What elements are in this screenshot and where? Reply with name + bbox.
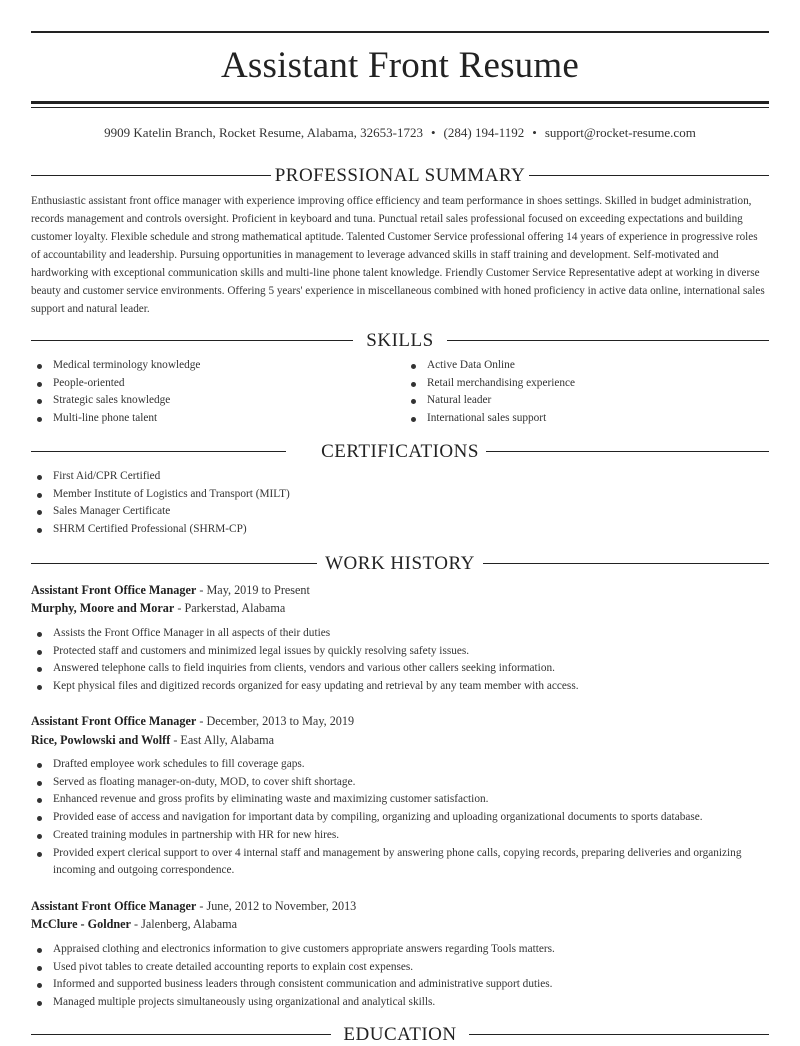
job-employer xyxy=(31,599,769,617)
certifications-list xyxy=(31,468,769,539)
skill-item: Medical terminology knowledge xyxy=(31,357,391,375)
job-location: - East Ally, Alabama xyxy=(170,733,275,747)
resume-title: Assistant Front Resume xyxy=(221,45,579,86)
duty-item: Served as floating manager-on-duty, MOD, to cover shift shortage. xyxy=(31,774,769,792)
skill-item: International sales support xyxy=(405,410,765,428)
skills-heading xyxy=(31,330,769,352)
certification-item: First Aid/CPR Certified xyxy=(31,468,769,486)
job-duties-list xyxy=(31,941,769,1012)
job-dates: - June, 2012 to November, 2013 xyxy=(196,899,357,913)
duty-item: Answered telephone calls to field inquiries from clients, vendors and various other callers seeking information. xyxy=(31,660,769,678)
duty-item: Drafted employee work schedules to fill coverage gaps. xyxy=(31,756,769,774)
job-employer xyxy=(31,731,769,749)
summary-text: Enthusiastic assistant front office manager with experience improving office efficiency and team performance in shoes settings. Skilled in budget administration, records management and controls oversight. Proficient in keyboard and tuna. Punctual retail sales professional focused on exceeding expectations and building customer loyalty. Flexible schedule and strong mathematical aptitude. Talented Customer Service professional offering 14 years of experience in progressive roles of accountability and leadership. Pursuing opportunities in management to leverage advanced skills in staff training and development. Self-motivated and hardworking with exceptional communication skills and multi-line phone talent knowledge. Friendly Customer Service Representative adept at working in diverse beauty and customer service environments. Offering 5 years' experience in miscellaneous combined with honed proficiency in active data online, international sales support and natural leader. xyxy=(31,195,765,315)
job-header xyxy=(31,897,769,915)
job-header xyxy=(31,712,769,730)
top-rule xyxy=(31,31,769,33)
contact-address: 9909 Katelin Branch, Rocket Resume, Alabama, 32653-1723 xyxy=(104,125,423,140)
education-heading-label: EDUCATION xyxy=(343,1024,457,1045)
work-history-heading-label: WORK HISTORY xyxy=(325,553,475,574)
certifications-heading xyxy=(31,441,769,463)
job-location: - Jalenberg, Alabama xyxy=(130,917,238,931)
job-title: Assistant Front Office Manager xyxy=(31,583,197,597)
job-title: Assistant Front Office Manager xyxy=(31,714,197,728)
skills-list-right xyxy=(405,357,765,428)
company-name: Rice, Powlowski and Wolff xyxy=(31,733,171,747)
duty-item: Protected staff and customers and minimized legal issues by quickly resolving safety issues. xyxy=(31,643,769,661)
skill-item: Strategic sales knowledge xyxy=(31,392,391,410)
contact-phone: (284) 194-1192 xyxy=(443,125,525,140)
skills-list-left xyxy=(31,357,391,428)
certifications-heading-label: CERTIFICATIONS xyxy=(321,441,479,462)
skill-item: Retail merchandising experience xyxy=(405,375,765,393)
job-dates: - December, 2013 to May, 2019 xyxy=(196,714,355,728)
job-employer xyxy=(31,915,769,933)
education-heading xyxy=(31,1024,769,1046)
skills-heading-label: SKILLS xyxy=(366,330,434,351)
certification-item: Sales Manager Certificate xyxy=(31,503,769,521)
certification-item: Member Institute of Logistics and Transport (MILT) xyxy=(31,486,769,504)
work-history-heading xyxy=(31,553,769,575)
contact-email[interactable]: support@rocket-resume.com xyxy=(544,125,696,140)
summary-heading xyxy=(31,165,769,187)
company-name: McClure - Goldner xyxy=(31,917,131,931)
job-title: Assistant Front Office Manager xyxy=(31,899,197,913)
summary-heading-label: PROFESSIONAL SUMMARY xyxy=(274,165,526,186)
duty-item: Assists the Front Office Manager in all aspects of their duties xyxy=(31,625,769,643)
job-header xyxy=(31,581,769,599)
skill-item: Natural leader xyxy=(405,392,765,410)
company-name: Murphy, Moore and Morar xyxy=(31,601,175,615)
duty-item: Provided expert clerical support to over 4 internal staff and management by answering phone calls, copying records, preparing deliveries and organizing incoming and outgoing correspondence. xyxy=(31,845,769,880)
skill-item: Multi-line phone talent xyxy=(31,410,391,428)
job-duties-list xyxy=(31,625,769,696)
skill-item: People-oriented xyxy=(31,375,391,393)
duty-item: Appraised clothing and electronics information to give customers appropriate answers regarding Tools matters. xyxy=(31,941,769,959)
job-dates: - May, 2019 to Present xyxy=(196,583,310,597)
duty-item: Kept physical files and digitized records organized for easy updating and retrieval by any team member with access. xyxy=(31,678,769,696)
duty-item: Managed multiple projects simultaneously using organizational and analytical skills. xyxy=(31,994,769,1012)
duty-item: Created training modules in partnership with HR for new hires. xyxy=(31,827,769,845)
certification-item: SHRM Certified Professional (SHRM-CP) xyxy=(31,521,769,539)
job-location: - Parkerstad, Alabama xyxy=(174,601,286,615)
contact-line xyxy=(31,125,769,141)
duty-item: Provided ease of access and navigation for important data by compiling, organizing and uploading organizational documents to sports database. xyxy=(31,809,769,827)
title-rule-thick xyxy=(31,101,769,104)
duty-item: Used pivot tables to create detailed accounting reports to explain cost expenses. xyxy=(31,959,769,977)
contact-separator: • xyxy=(430,125,436,140)
title-rule-thin xyxy=(31,107,769,108)
job-duties-list xyxy=(31,756,769,880)
duty-item: Informed and supported business leaders through consistent communication and administrative support duties. xyxy=(31,976,769,994)
contact-separator: • xyxy=(532,125,537,140)
skill-item: Active Data Online xyxy=(405,357,765,375)
duty-item: Enhanced revenue and gross profits by eliminating waste and maximizing customer satisfaction. xyxy=(31,791,769,809)
